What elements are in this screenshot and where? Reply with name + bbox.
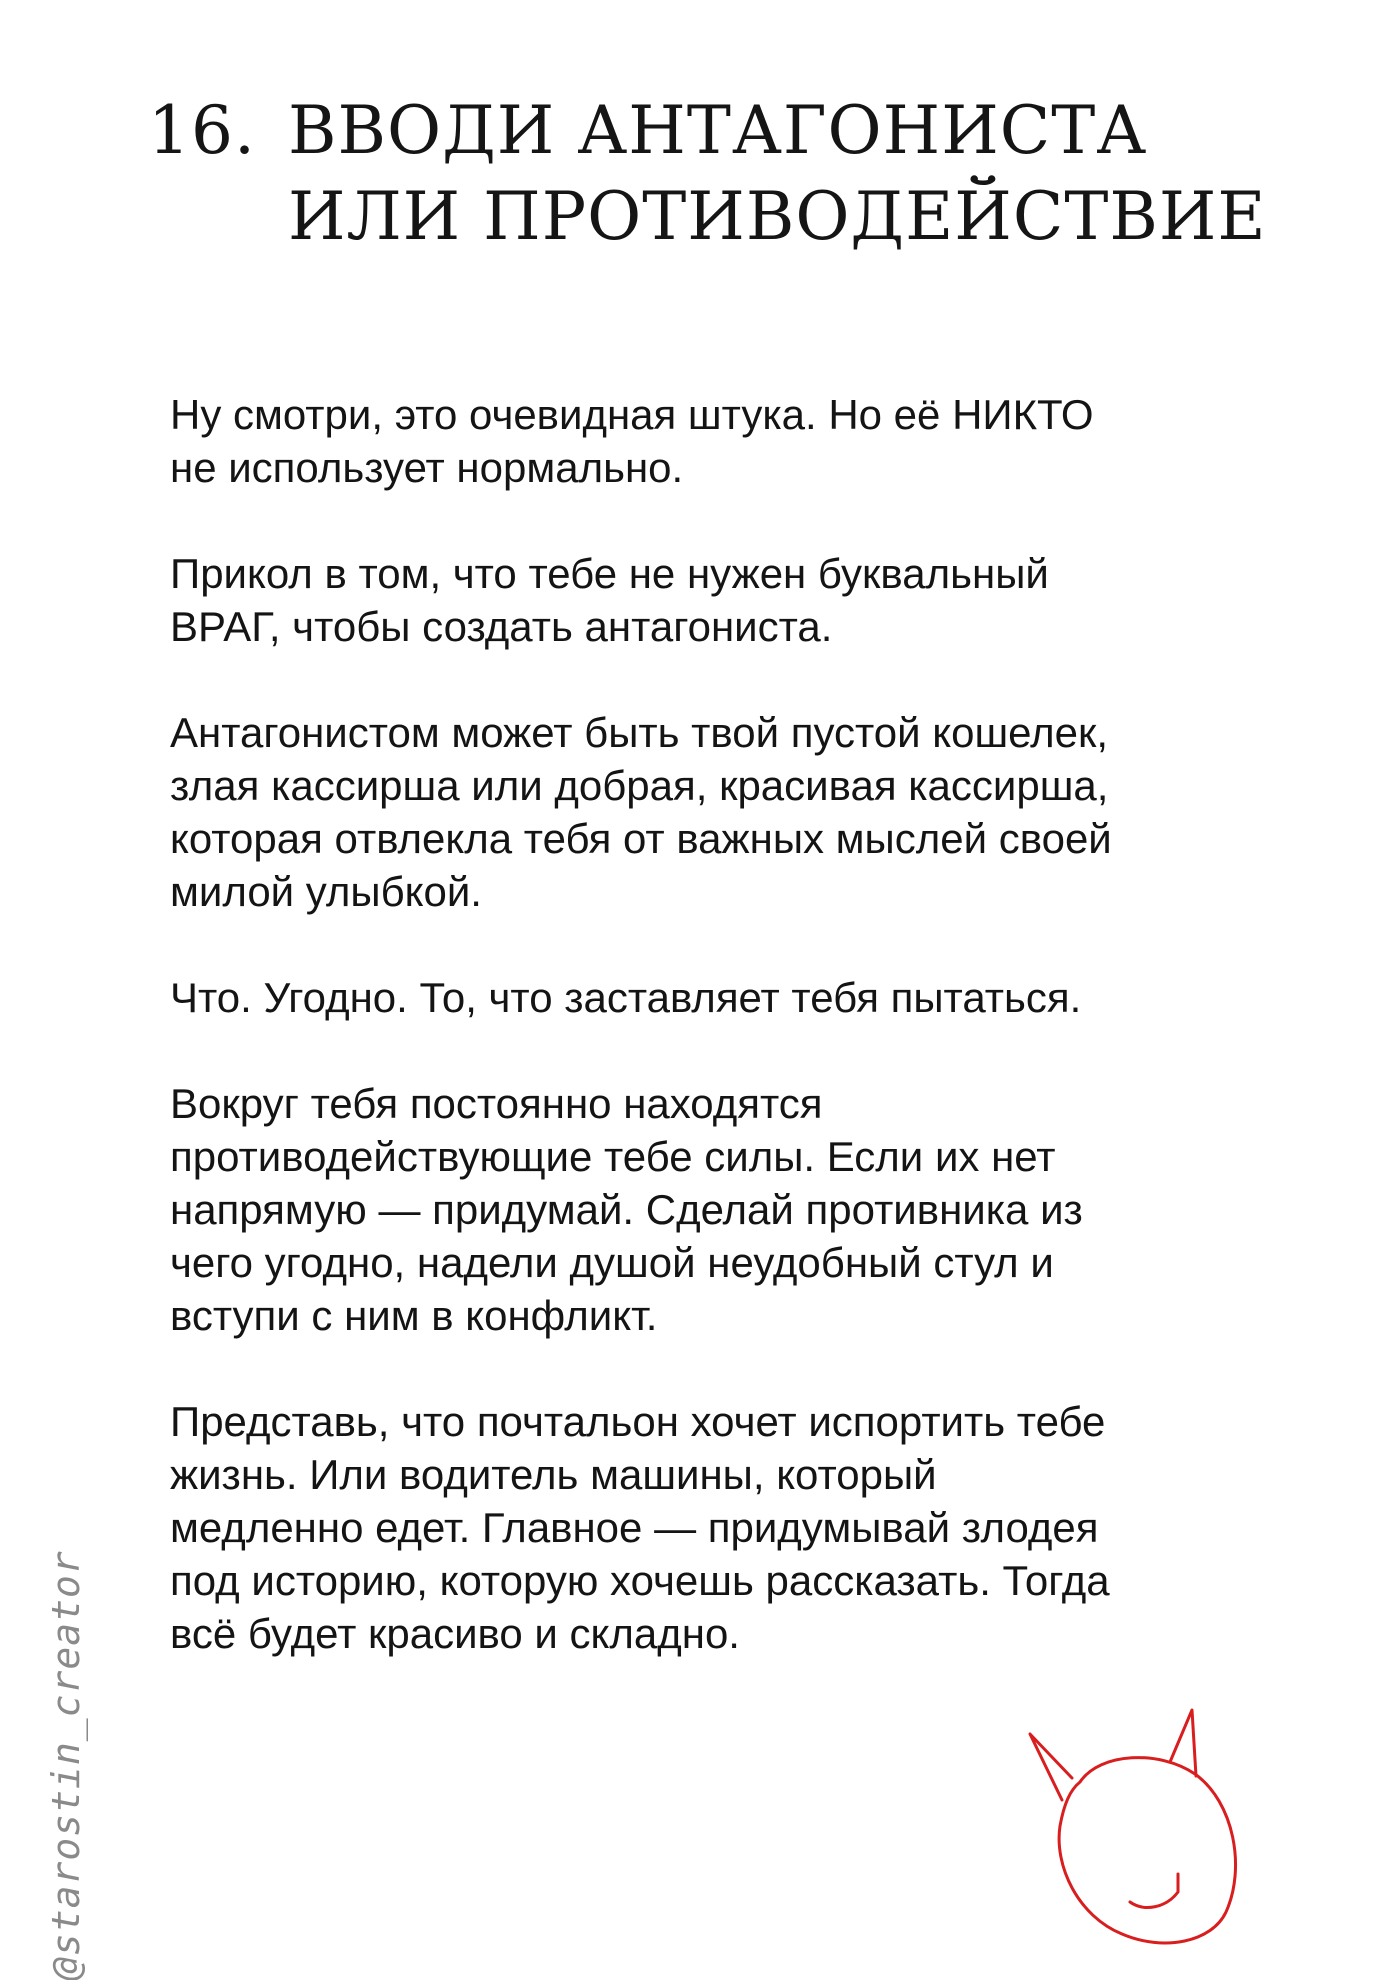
paragraph: [170, 971, 1290, 1024]
text-line: под историю, которую хочешь рассказать. Тогда: [170, 1557, 1110, 1604]
paragraph: [170, 706, 1290, 918]
text-line: вступи с ним в конфликт.: [170, 1292, 658, 1339]
text-line: Прикол в том, что тебе не нужен буквальный: [170, 550, 1049, 597]
text-line: злая кассирша или добрая, красивая кассирша,: [170, 762, 1109, 809]
text-line: медленно едет. Главное — придумывай злодея: [170, 1504, 1099, 1551]
title-text-1: ВВОДИ АНТАГОНИСТА: [288, 92, 1148, 169]
author-handle: @starostin_creator: [44, 1550, 88, 1980]
text-line: противодействующие тебе силы. Если их нет: [170, 1133, 1056, 1180]
text-line: Ну смотри, это очевидная штука. Но её НИКТО: [170, 391, 1094, 438]
page-title: [148, 88, 1378, 260]
text-line: не использует нормально.: [170, 444, 684, 491]
text-line: чего угодно, надели душой неудобный стул и: [170, 1239, 1054, 1286]
text-line: жизнь. Или водитель машины, который: [170, 1451, 937, 1498]
paragraph: [170, 1077, 1290, 1342]
title-line-1: [148, 88, 1378, 174]
text-line: милой улыбкой.: [170, 868, 482, 915]
paragraph: [170, 1395, 1290, 1660]
text-line: Что. Угодно. То, что заставляет тебя пытаться.: [170, 974, 1082, 1021]
text-line: ВРАГ, чтобы создать антагониста.: [170, 603, 833, 650]
title-text-2: ИЛИ ПРОТИВОДЕЙСТВИЕ: [288, 178, 1267, 255]
text-line: Антагонистом может быть твой пустой кошелек,: [170, 709, 1109, 756]
text-line: всё будет красиво и складно.: [170, 1610, 740, 1657]
paragraph: [170, 388, 1290, 494]
paragraph: [170, 547, 1290, 653]
devil-face-doodle-icon: [1020, 1690, 1280, 1950]
text-line: напрямую — придумай. Сделай противника из: [170, 1186, 1083, 1233]
text-line: Представь, что почтальон хочет испортить тебе: [170, 1398, 1106, 1445]
title-line-2: [148, 174, 1378, 260]
text-line: которая отвлекла тебя от важных мыслей своей: [170, 815, 1112, 862]
body-text: [170, 388, 1290, 1713]
text-line: Вокруг тебя постоянно находятся: [170, 1080, 823, 1127]
section-number: 16.: [148, 92, 256, 169]
